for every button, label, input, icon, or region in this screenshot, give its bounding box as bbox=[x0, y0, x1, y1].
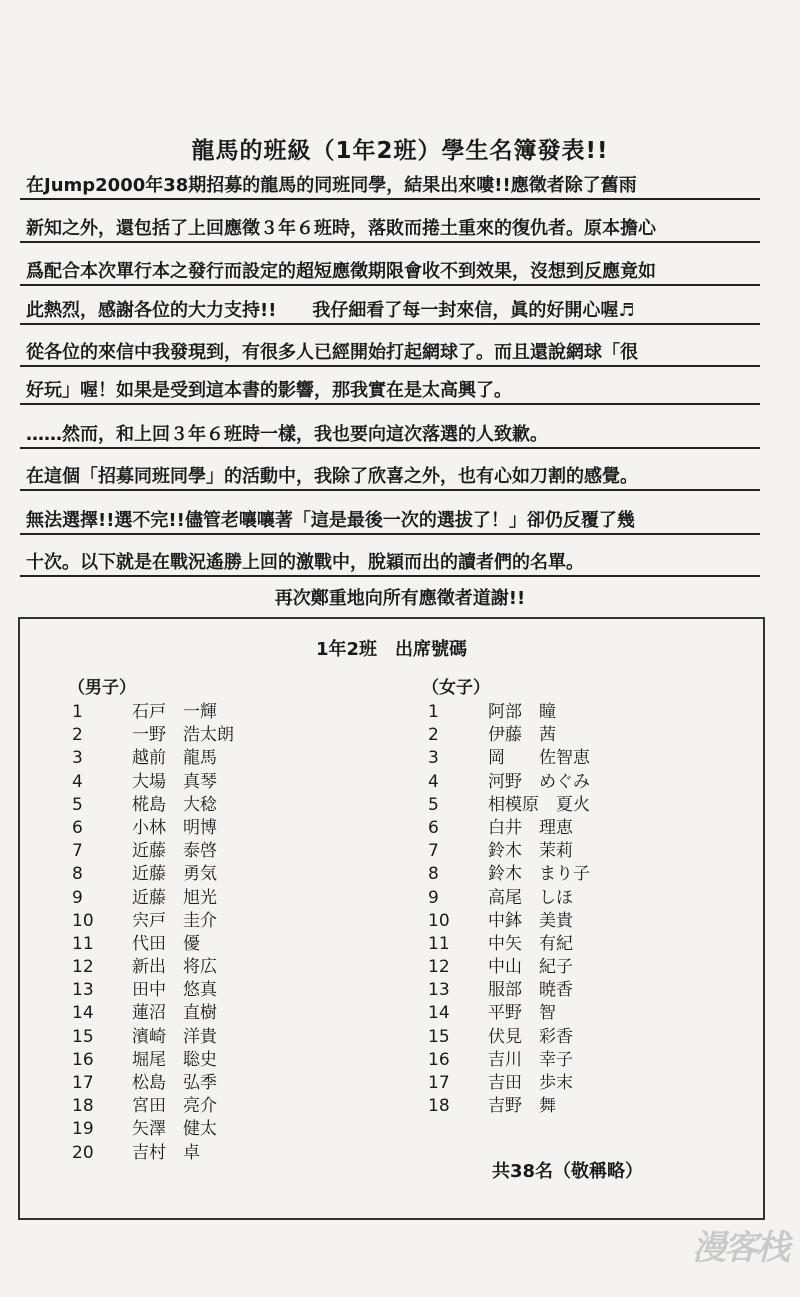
roster-entry bbox=[72, 956, 234, 979]
roster-name: 鈴木 まり子 bbox=[488, 864, 590, 885]
roster-name: 阿部 瞳 bbox=[488, 702, 556, 722]
roster-entry bbox=[72, 933, 234, 956]
roster-entry bbox=[72, 1002, 234, 1025]
roster-number: 11 bbox=[428, 933, 450, 954]
roster-name: 一野 浩太朗 bbox=[132, 725, 234, 746]
roster-name: 小林 明博 bbox=[132, 817, 217, 838]
roster-number: 3 bbox=[72, 748, 83, 769]
paragraph-line: 爲配合本次單行本之發行而設定的超短應徵期限會收不到效果，沒想到反應竟如 bbox=[20, 258, 760, 286]
roster-name: 宮田 亮介 bbox=[132, 1096, 217, 1117]
roster-entry bbox=[428, 771, 590, 794]
roster-entry bbox=[72, 1095, 234, 1118]
roster-name: 伏見 彩香 bbox=[488, 1026, 573, 1047]
paragraph-line: 無法選擇!!選不完!!儘管老嚷嚷著「這是最後一次的選拔了！」卻仍反覆了幾 bbox=[20, 507, 760, 535]
roster-entry bbox=[72, 1072, 234, 1095]
roster-number: 6 bbox=[428, 817, 439, 838]
roster-name: 代田 優 bbox=[132, 933, 200, 954]
roster-entry bbox=[428, 979, 590, 1002]
paragraph-line: 新知之外，還包括了上回應徵３年６班時，落敗而捲土重來的復仇者。原本擔心 bbox=[20, 215, 760, 243]
roster-entry bbox=[428, 701, 590, 724]
paragraph-line: 在Jump2000年38期招募的龍馬的同班同學，結果出來嘍!!應徵者除了舊雨 bbox=[20, 172, 760, 200]
closing-thanks: 再次鄭重地向所有應徵者道謝!! bbox=[274, 588, 526, 609]
roster-entry bbox=[72, 701, 234, 724]
roster-name: 河野 めぐみ bbox=[488, 771, 590, 792]
roster-entry bbox=[428, 747, 590, 770]
roster-name: 吉田 歩末 bbox=[488, 1073, 573, 1093]
roster-entry bbox=[72, 817, 234, 840]
roster-number: 8 bbox=[428, 864, 439, 885]
roster-number: 8 bbox=[72, 864, 83, 885]
roster-number: 15 bbox=[72, 1026, 94, 1047]
roster-name: 宍戸 圭介 bbox=[132, 910, 217, 931]
girls-list bbox=[428, 701, 590, 1118]
paragraph-line: 好玩」喔！如果是受到這本書的影響，那我實在是太高興了。 bbox=[20, 377, 760, 405]
roster-entry bbox=[428, 724, 590, 747]
roster-number: 14 bbox=[72, 1003, 94, 1024]
roster-number: 19 bbox=[72, 1119, 94, 1140]
roster-entry bbox=[428, 933, 590, 956]
roster-entry bbox=[428, 910, 590, 933]
page-title: 龍馬的班級（1年2班）學生名簿發表!! bbox=[191, 138, 609, 164]
roster-name: 鈴木 茉莉 bbox=[488, 841, 573, 862]
roster-name: 近藤 旭光 bbox=[132, 887, 217, 908]
roster-name: 蓮沼 直樹 bbox=[132, 1003, 217, 1024]
roster-name: 伊藤 茜 bbox=[488, 725, 556, 746]
roster-entry bbox=[428, 1002, 590, 1025]
roster-title: 1年2班 出席號碼 bbox=[315, 639, 468, 660]
roster-name: 高尾 しほ bbox=[488, 887, 573, 908]
boys-list bbox=[72, 701, 234, 1165]
roster-name: 服部 暁香 bbox=[488, 980, 573, 1001]
roster-name: 近藤 泰啓 bbox=[132, 841, 217, 862]
roster-name: 矢澤 健太 bbox=[132, 1119, 217, 1140]
roster-name: 越前 龍馬 bbox=[132, 748, 217, 769]
roster-number: 17 bbox=[428, 1073, 450, 1093]
roster-name: 堀尾 聡史 bbox=[132, 1049, 217, 1070]
roster-name: 中山 紀子 bbox=[488, 957, 573, 978]
roster-name: 近藤 勇気 bbox=[132, 864, 217, 885]
roster-entry bbox=[428, 1095, 590, 1118]
roster-entry bbox=[72, 724, 234, 747]
roster-number: 1 bbox=[72, 702, 83, 722]
roster-name: 中鉢 美貴 bbox=[488, 910, 573, 931]
roster-entry bbox=[72, 840, 234, 863]
roster-entry bbox=[428, 794, 590, 817]
roster-number: 4 bbox=[428, 771, 439, 792]
roster-number: 16 bbox=[428, 1049, 450, 1070]
roster-entry bbox=[72, 863, 234, 886]
watermark-logo: 漫客栈 bbox=[692, 1228, 788, 1268]
roster-entry bbox=[72, 1049, 234, 1072]
roster-number: 18 bbox=[72, 1096, 94, 1117]
roster-number: 7 bbox=[72, 841, 83, 862]
roster-entry bbox=[72, 747, 234, 770]
roster-number: 5 bbox=[428, 794, 439, 815]
roster-number: 16 bbox=[72, 1049, 94, 1070]
roster-name: 椛島 大稔 bbox=[132, 794, 217, 815]
roster-number: 17 bbox=[72, 1073, 94, 1093]
roster-entry bbox=[428, 1072, 590, 1095]
roster-name: 吉村 卓 bbox=[132, 1142, 200, 1163]
roster-entry bbox=[428, 1026, 590, 1049]
paragraph-line: 十次。以下就是在戰況遙勝上回的激戰中，脫穎而出的讀者們的名單。 bbox=[20, 549, 760, 577]
roster-entry bbox=[72, 910, 234, 933]
total-count: 共38名（敬稱略） bbox=[492, 1161, 644, 1182]
paragraph-line: ……然而，和上回３年６班時一樣，我也要向這次落選的人致歉。 bbox=[20, 421, 760, 449]
roster-entry bbox=[72, 1118, 234, 1141]
roster-entry bbox=[428, 840, 590, 863]
roster-name: 田中 悠真 bbox=[132, 980, 217, 1001]
roster-name: 吉川 幸子 bbox=[488, 1049, 573, 1070]
roster-entry bbox=[428, 863, 590, 886]
roster-name: 吉野 舞 bbox=[488, 1096, 556, 1117]
roster-entry bbox=[72, 794, 234, 817]
roster-number: 12 bbox=[428, 957, 450, 978]
roster-number: 15 bbox=[428, 1026, 450, 1047]
girls-label: （女子） bbox=[422, 678, 490, 698]
roster-number: 12 bbox=[72, 957, 94, 978]
roster-name: 平野 智 bbox=[488, 1003, 556, 1024]
roster-name: 濱崎 洋貴 bbox=[132, 1026, 217, 1047]
roster-number: 5 bbox=[72, 794, 83, 815]
roster-number: 10 bbox=[72, 910, 94, 931]
roster-name: 松島 弘季 bbox=[132, 1073, 217, 1093]
roster-name: 岡 佐智恵 bbox=[488, 748, 590, 769]
roster-entry bbox=[72, 771, 234, 794]
roster-number: 2 bbox=[428, 725, 439, 746]
roster-entry bbox=[428, 817, 590, 840]
roster-name: 相模原 夏火 bbox=[488, 794, 590, 815]
roster-entry bbox=[428, 956, 590, 979]
paragraph-line: 從各位的來信中我發現到，有很多人已經開始打起網球了。而且還說網球「很 bbox=[20, 339, 760, 367]
roster-entry bbox=[428, 887, 590, 910]
roster-number: 10 bbox=[428, 910, 450, 931]
roster-name: 白井 理恵 bbox=[488, 817, 573, 838]
roster-number: 13 bbox=[428, 980, 450, 1001]
roster-number: 11 bbox=[72, 933, 94, 954]
roster-entry bbox=[72, 1026, 234, 1049]
roster-name: 中矢 有紀 bbox=[488, 933, 573, 954]
roster-number: 6 bbox=[72, 817, 83, 838]
roster-number: 4 bbox=[72, 771, 83, 792]
roster-entry bbox=[72, 887, 234, 910]
roster-number: 13 bbox=[72, 980, 94, 1001]
roster-number: 18 bbox=[428, 1096, 450, 1117]
paragraph-line: 在這個「招募同班同學」的活動中，我除了欣喜之外，也有心如刀割的感覺。 bbox=[20, 463, 760, 491]
roster-number: 3 bbox=[428, 748, 439, 769]
roster-number: 2 bbox=[72, 725, 83, 746]
roster-number: 20 bbox=[72, 1142, 94, 1163]
roster-entry bbox=[428, 1049, 590, 1072]
roster-number: 1 bbox=[428, 702, 439, 722]
roster-number: 14 bbox=[428, 1003, 450, 1024]
boys-label: （男子） bbox=[68, 678, 136, 698]
roster-entry bbox=[72, 1142, 234, 1165]
roster-box bbox=[18, 617, 765, 1220]
roster-number: 9 bbox=[428, 887, 439, 908]
roster-name: 大場 真琴 bbox=[132, 771, 217, 792]
roster-entry bbox=[72, 979, 234, 1002]
paragraph-line: 此熱烈，感謝各位的大力支持!! 我仔細看了每一封來信，眞的好開心喔♬ bbox=[20, 297, 760, 325]
roster-name: 石戸 一輝 bbox=[132, 702, 217, 722]
roster-name: 新出 将広 bbox=[132, 957, 217, 978]
roster-number: 7 bbox=[428, 841, 439, 862]
roster-number: 9 bbox=[72, 887, 83, 908]
